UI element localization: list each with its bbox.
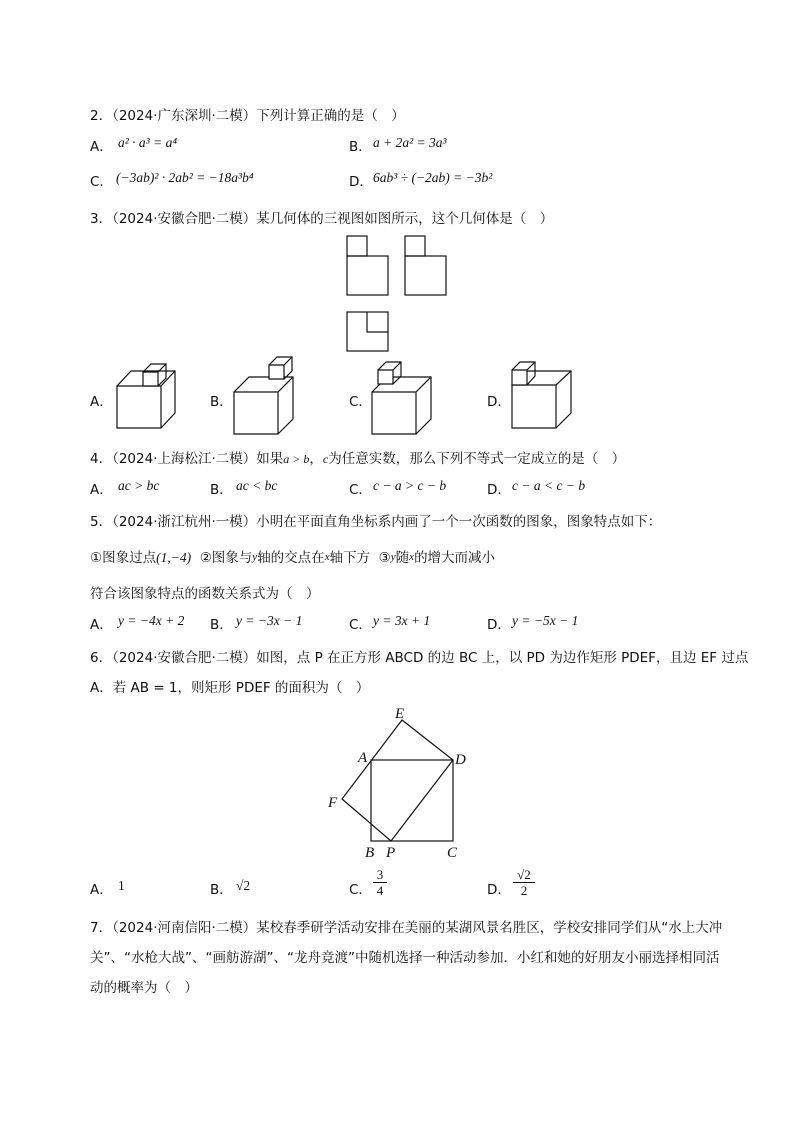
q5-feature-2c: 轴下方 (329, 550, 371, 566)
q4-stem-part-1: 4．（2024·上海松江·二模）如果 (90, 451, 284, 467)
q5-feature-2a: ②图象与 (199, 550, 253, 566)
q3-option-a-label: A． (90, 394, 113, 410)
q5-option-a-expr: y = −4x + 2 (118, 613, 185, 628)
q5-feature-3a: ③ (378, 550, 391, 566)
q6-option-c-denominator: 4 (373, 882, 387, 898)
q5-option-c-expr: y = 3x + 1 (373, 613, 431, 628)
q6-label-c: C (447, 845, 458, 861)
q3-stem: 3．（2024·安徽合肥·二模）某几何体的三视图如图所示，这个几何体是（ ） (90, 211, 554, 227)
q6-label-e: E (395, 706, 405, 722)
q5-feature-1: ①图象过点 (90, 550, 157, 566)
q6-option-b-expr: √2 (236, 878, 251, 893)
q2-stem: 2．（2024·广东深圳·二模）下列计算正确的是（ ） (90, 108, 405, 124)
q6-option-c-label: C． (349, 882, 372, 898)
q5-option-c-label: C． (349, 617, 372, 633)
q5-option-a-label: A． (90, 617, 113, 633)
q5-option-b-label: B． (210, 617, 233, 633)
q6-option-a-expr: 1 (118, 878, 125, 893)
q3-option-d-label: D． (487, 394, 511, 410)
q2-option-a-expr: a² · a³ = a⁴ (118, 135, 178, 150)
q2-option-a-label: A． (90, 139, 113, 155)
q2-option-d-expr: 6ab³ ÷ (−2ab) = −3b² (373, 170, 493, 185)
q6-label-f: F (328, 795, 338, 811)
q5-option-d-expr: y = −5x − 1 (512, 613, 579, 628)
q5-feature-2-y: y (252, 551, 258, 563)
q5-feature-2b: 轴的交点在 (257, 550, 325, 566)
q4-option-a-expr: ac > bc (118, 478, 160, 493)
q6-square-abcd (371, 760, 453, 841)
q4-option-a-label: A． (90, 482, 113, 498)
q2-option-b-expr: a + 2a² = 3a³ (373, 135, 447, 150)
q5-feature-2-x: x (324, 551, 330, 563)
q5-option-d-label: D． (487, 617, 511, 633)
q6-label-d: D (455, 752, 466, 768)
q2-option-b-label: B． (349, 139, 372, 155)
q4-option-d-label: D． (487, 482, 511, 498)
q4-option-d-expr: c − a < c − b (512, 478, 586, 493)
q4-option-c-expr: c − a > c − b (373, 478, 447, 493)
q4-option-b-label: B． (210, 482, 233, 498)
q4-stem-comma: ， (309, 451, 323, 467)
q7-line1: 7．（2024·河南信阳·二模）某校春季研学活动安排在美丽的某湖风景名胜区，学校安排同学们从“水上大冲 (90, 920, 723, 936)
q7-line2: 关”、“水枪大战”、“画舫游湖”、“龙舟竞渡”中随机选择一种活动参加．小红和她的好朋友小丽选择相同活 (90, 950, 720, 966)
q6-line1: 6．（2024·安徽合肥·二模）如图，点 P 在正方形 ABCD 的边 BC 上，以 PD 为边作矩形 PDEF，且边 EF 过点 (90, 650, 749, 666)
q5-option-b-expr: y = −3x − 1 (236, 613, 303, 628)
q6-line2: A．若 AB = 1，则矩形 PDEF 的面积为（ ） (90, 680, 370, 696)
q2-option-c-expr: (−3ab)² · 2ab² = −18a³b⁴ (116, 170, 254, 185)
q6-label-b: B (365, 845, 375, 861)
q4-stem-var-c: c (322, 452, 329, 466)
q2-option-c-label: C． (90, 174, 113, 190)
q5-feature-3-x: x (409, 551, 415, 563)
q5-stem: 5．（2024·浙江杭州·一模）小明在平面直角坐标系内画了一个一次函数的图象，图象特点如下： (90, 514, 662, 530)
q4-option-b-expr: ac < bc (236, 478, 278, 493)
q6-option-c-numerator: 3 (376, 867, 384, 882)
q4-stem-part-2: 为任意实数，那么下列不等式一定成立的是（ ） (328, 451, 626, 467)
q6-rectangle-pdef (342, 720, 453, 841)
q6-option-d-denominator: 2 (513, 882, 535, 898)
q6-option-d-fraction (513, 867, 535, 898)
q2-option-d-label: D． (349, 174, 373, 190)
q5-feature-3c: 的增大而减小 (414, 550, 496, 566)
q5-line2: 符合该图象特点的函数关系式为（ ） (90, 586, 320, 602)
q6-option-c-fraction (373, 867, 387, 898)
q5-feature-3-y: y (390, 551, 396, 563)
q7-line3: 动的概率为（ ） (90, 980, 198, 996)
q6-option-a-label: A． (90, 882, 113, 898)
q4-option-c-label: C． (349, 482, 372, 498)
q5-feature-1-point: (1,−4) (156, 550, 192, 565)
q3-option-c-label: C． (349, 394, 372, 410)
q6-label-a: A (358, 750, 368, 766)
q4-stem-cond: a > b (283, 452, 310, 466)
q6-label-p: P (386, 845, 396, 861)
q6-option-b-label: B． (210, 882, 233, 898)
q3-option-b-label: B． (210, 394, 233, 410)
q5-feature-3b: 随 (395, 550, 410, 566)
q6-option-d-label: D． (487, 882, 511, 898)
q6-option-d-numerator: √2 (517, 867, 531, 882)
